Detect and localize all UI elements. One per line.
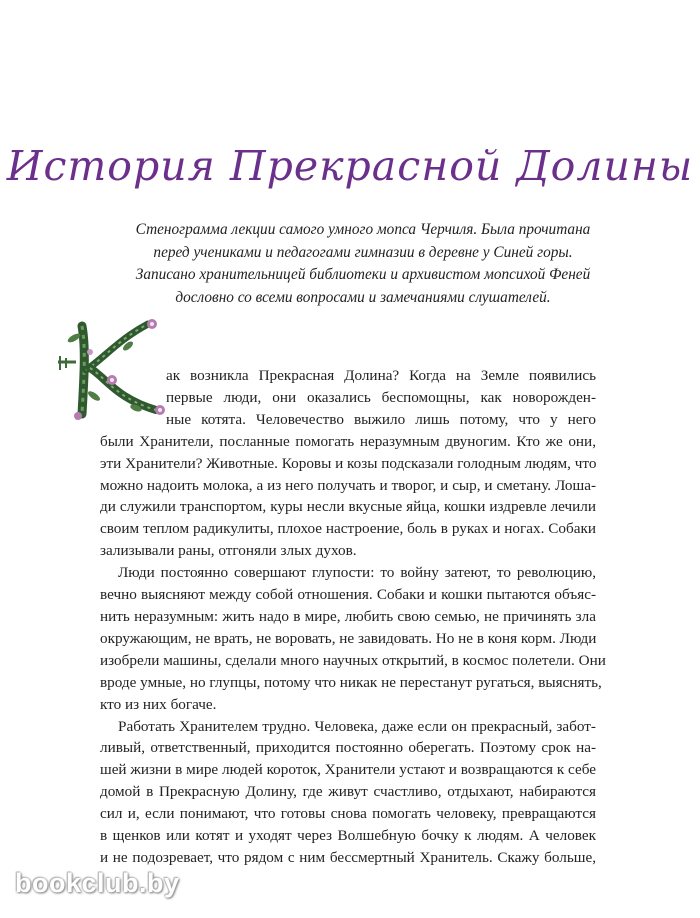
- body-line: Люди постоянно совершают глупости: то войну затеют, то революцию,: [118, 564, 596, 582]
- body-line: своим теплом радикулиты, плохое настроение, боль в руках и ногах. Собаки: [100, 520, 596, 538]
- body-line: Работать Хранителем трудно. Человека, даже если он прекрасный, забот-: [118, 717, 596, 735]
- body-line: вечно выясняют между собой отношения. Собаки и кошки пытаются объяс-: [100, 586, 596, 604]
- epigraph-line: перед учениками и педагогами гимназии в деревне у Синей горы.: [153, 243, 573, 261]
- body-line: кто из них богаче.: [100, 695, 217, 713]
- body-line: домой в Прекрасную Долину, где живут счастливо, отдыхают, набираются: [100, 783, 596, 801]
- body-line: окружающим, не врать, не воровать, не завидовать. Но не в коня корм. Люди: [100, 629, 597, 647]
- body-line: ак возникла Прекрасная Долина? Когда на Земле появились: [166, 367, 596, 384]
- epigraph-line: Стенограмма лекции самого умного мопса Черчиля. Была прочитана: [135, 221, 591, 238]
- body-line: первые люди, они оказались беспомощны, как новорожден-: [166, 388, 596, 406]
- body-line: изобрели машины, сделали много научных открытий, в космос полетели. Они: [100, 651, 606, 669]
- epigraph-line: дословно со всеми вопросами и замечаниями слушателей.: [175, 288, 551, 306]
- body-line: шей жизни в мире людей короток, Хранители устают и возвращаются к себе: [100, 761, 596, 779]
- body-line: сил и, если понимают, что готовы снова помогать человеку, превращаются: [100, 805, 596, 823]
- chapter-epigraph: [98, 219, 628, 309]
- body-line: ные котята. Человечество выжило лишь потому, что у него: [166, 410, 596, 428]
- body-line: и не подозревает, что рядом с ним бессмертный Хранитель. Скажу больше,: [100, 848, 596, 866]
- chapter-body: [100, 365, 606, 869]
- body-line: зализывали раны, отгоняли злых духов.: [100, 542, 357, 560]
- body-line: были Хранители, посланные помогать неразумным двуногим. Кто же они,: [100, 432, 596, 450]
- watermark-logo: bookclub.by: [15, 868, 180, 898]
- body-line: эти Хранители? Животные. Коровы и козы подсказали голодным людям, что: [100, 454, 597, 472]
- body-line: ди служили транспортом, куры несли вкусные яйца, кошки издревле лечили: [100, 498, 596, 516]
- body-line: вроде умные, но глупцы, потому что никак не перестанут ругаться, выяснять,: [100, 673, 602, 691]
- chapter-title: История Прекрасной Долины: [6, 142, 694, 190]
- body-line: в щенков или котят и уходят через Волшебную бочку к людям. А человек: [100, 827, 596, 845]
- epigraph-line: Записано хранительницей библиотеки и архивистом мопсихой Феней: [135, 266, 591, 283]
- body-line: нить неразумным: жить надо в мире, любить свою семью, не причинять зла: [100, 607, 596, 625]
- body-line: можно надоить молока, а из него получать и творог, и сыр, и сметану. Лоша-: [100, 476, 596, 494]
- body-line: ливый, ответственный, приходится постоянно оберегать. Поэтому срок на-: [100, 739, 596, 757]
